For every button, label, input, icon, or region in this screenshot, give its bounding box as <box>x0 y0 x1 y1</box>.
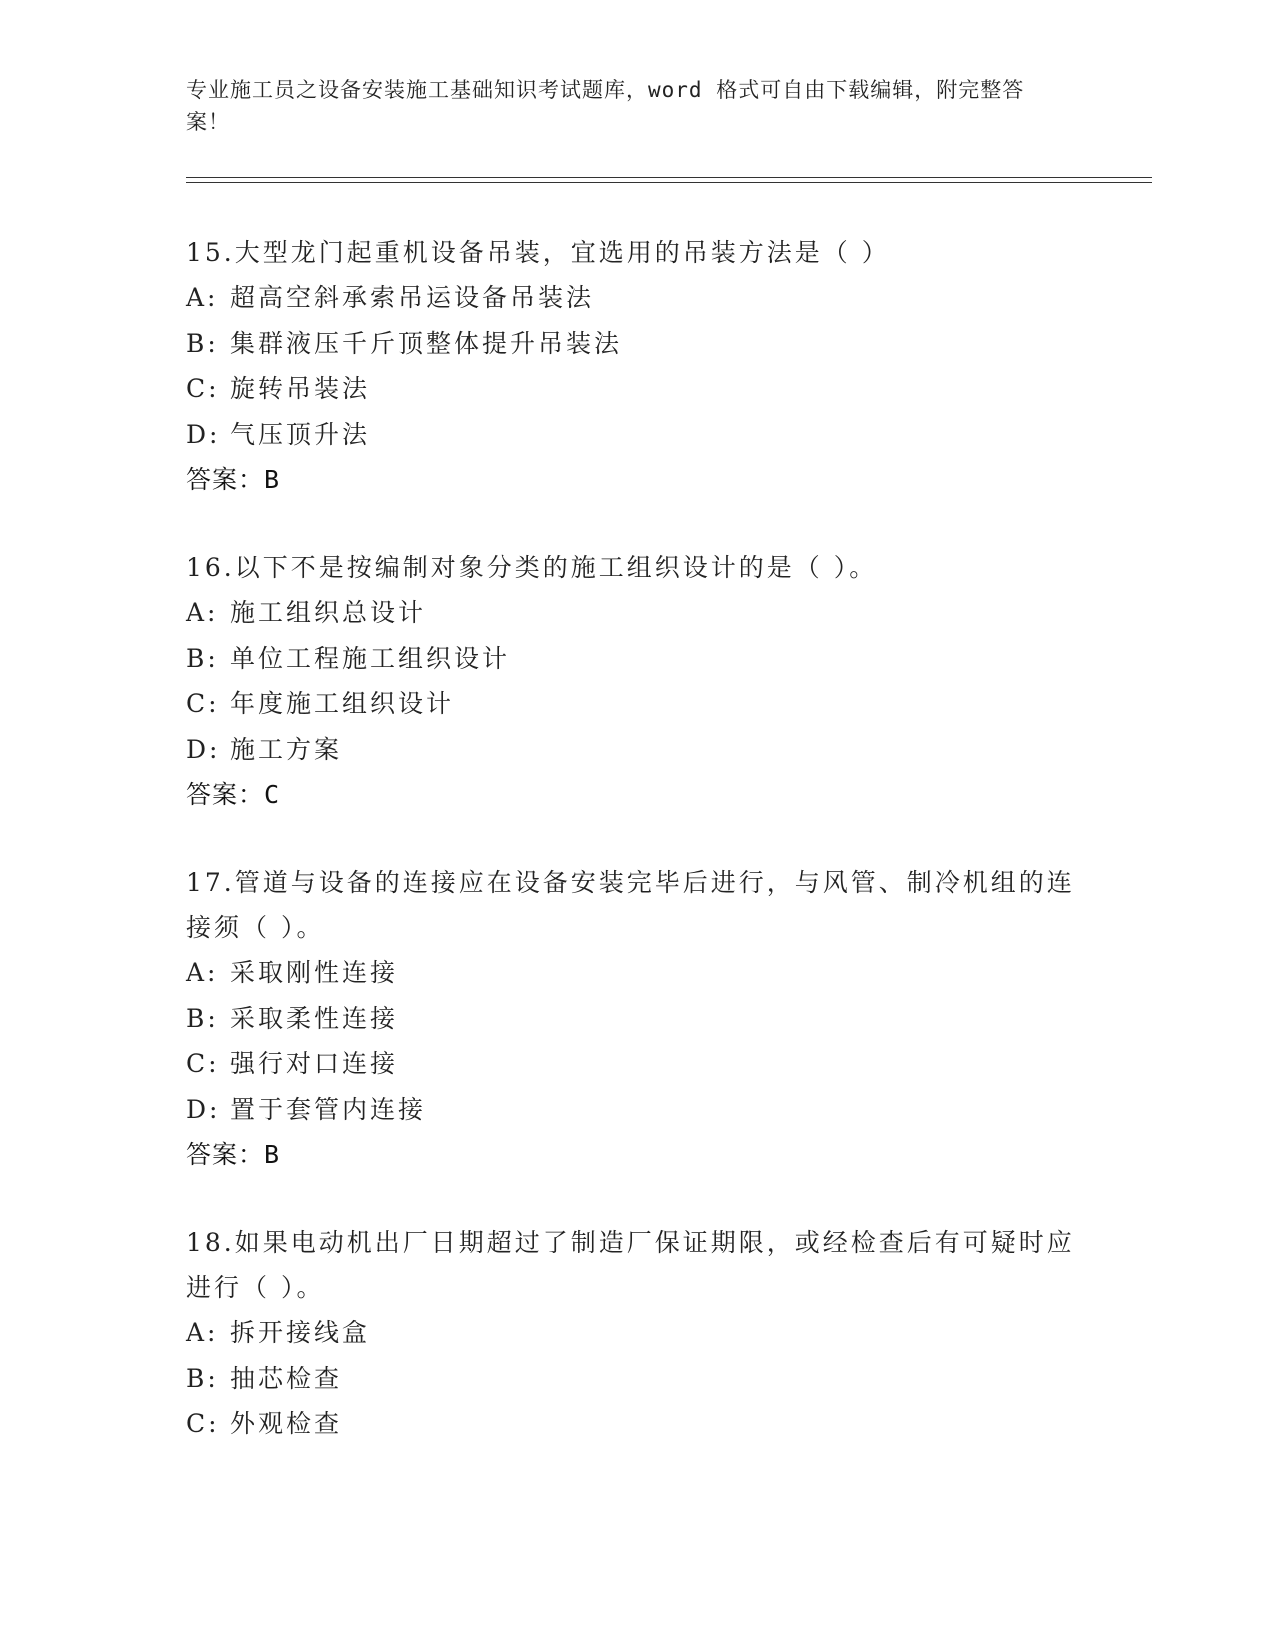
option-label: A: <box>186 283 219 312</box>
question-item <box>186 545 1086 817</box>
option-label: B: <box>186 643 219 673</box>
option-label: A: <box>186 958 219 987</box>
option-text: 拆开接线盒 <box>230 1318 371 1347</box>
option-d <box>186 727 1086 773</box>
question-text: 如果电动机出厂日期超过了制造厂保证期限，或经检查后有可疑时应进行（ ）。 <box>186 1228 1075 1302</box>
question-stem <box>186 1220 1086 1310</box>
option-label: B: <box>186 1363 219 1393</box>
option-text: 强行对口连接 <box>230 1049 399 1078</box>
option-d <box>186 1087 1086 1133</box>
answer-label: 答案： <box>186 465 265 494</box>
option-a <box>186 275 1086 321</box>
question-number: 16. <box>186 553 235 582</box>
option-text: 外观检查 <box>230 1409 343 1438</box>
question-number: 17. <box>186 868 235 897</box>
option-text: 单位工程施工组织设计 <box>230 643 511 673</box>
option-label: D: <box>186 734 221 764</box>
option-text: 超高空斜承索吊运设备吊装法 <box>230 283 595 312</box>
option-text: 集群液压千斤顶整体提升吊装法 <box>230 328 623 358</box>
question-list <box>186 230 1086 1490</box>
answer-value: C <box>264 780 281 809</box>
answer-line <box>186 457 1086 502</box>
option-b <box>186 636 1086 682</box>
option-b <box>186 1356 1086 1402</box>
option-label: C: <box>186 374 220 403</box>
option-text: 施工方案 <box>230 734 343 764</box>
option-text: 采取刚性连接 <box>230 958 399 987</box>
question-text: 以下不是按编制对象分类的施工组织设计的是（ ）。 <box>234 553 878 582</box>
option-c <box>186 366 1086 412</box>
question-stem <box>186 230 1086 275</box>
header-divider-top <box>186 177 1152 178</box>
document-header <box>186 74 1066 138</box>
option-b <box>186 996 1086 1042</box>
option-label: D: <box>186 1094 221 1124</box>
option-c <box>186 1041 1086 1087</box>
option-text: 旋转吊装法 <box>230 374 371 403</box>
answer-label: 答案： <box>186 1140 265 1169</box>
option-label: D: <box>186 419 221 449</box>
option-text: 施工组织总设计 <box>230 598 427 627</box>
option-a <box>186 1310 1086 1356</box>
option-label: A: <box>186 1318 219 1347</box>
answer-value: B <box>264 1140 281 1169</box>
option-text: 置于套管内连接 <box>230 1094 427 1124</box>
option-label: A: <box>186 598 219 627</box>
question-text: 大型龙门起重机设备吊装，宜选用的吊装方法是（ ） <box>234 238 890 267</box>
answer-line <box>186 1132 1086 1177</box>
header-divider-bottom <box>186 182 1152 183</box>
option-label: B: <box>186 328 219 358</box>
option-label: B: <box>186 1003 219 1033</box>
option-b <box>186 321 1086 367</box>
option-label: C: <box>186 689 220 718</box>
answer-value: B <box>264 465 281 494</box>
option-label: C: <box>186 1049 220 1078</box>
option-d <box>186 412 1086 458</box>
question-stem <box>186 860 1086 950</box>
option-text: 年度施工组织设计 <box>230 689 455 718</box>
option-c <box>186 1401 1086 1447</box>
option-a <box>186 590 1086 636</box>
question-number: 15. <box>186 238 235 267</box>
option-text: 采取柔性连接 <box>230 1003 399 1033</box>
question-item <box>186 860 1086 1177</box>
question-number: 18. <box>186 1228 235 1257</box>
option-text: 气压顶升法 <box>230 419 371 449</box>
question-stem <box>186 545 1086 590</box>
header-text: 专业施工员之设备安装施工基础知识考试题库，word 格式可自由下载编辑，附完整答案！ <box>186 78 1025 134</box>
question-item <box>186 1220 1086 1447</box>
option-label: C: <box>186 1409 220 1438</box>
option-a <box>186 950 1086 996</box>
answer-label: 答案： <box>186 780 265 809</box>
question-item <box>186 230 1086 502</box>
option-c <box>186 681 1086 727</box>
option-text: 抽芯检查 <box>230 1363 343 1393</box>
answer-line <box>186 772 1086 817</box>
question-text: 管道与设备的连接应在设备安装完毕后进行，与风管、制冷机组的连接须（ ）。 <box>186 868 1075 942</box>
